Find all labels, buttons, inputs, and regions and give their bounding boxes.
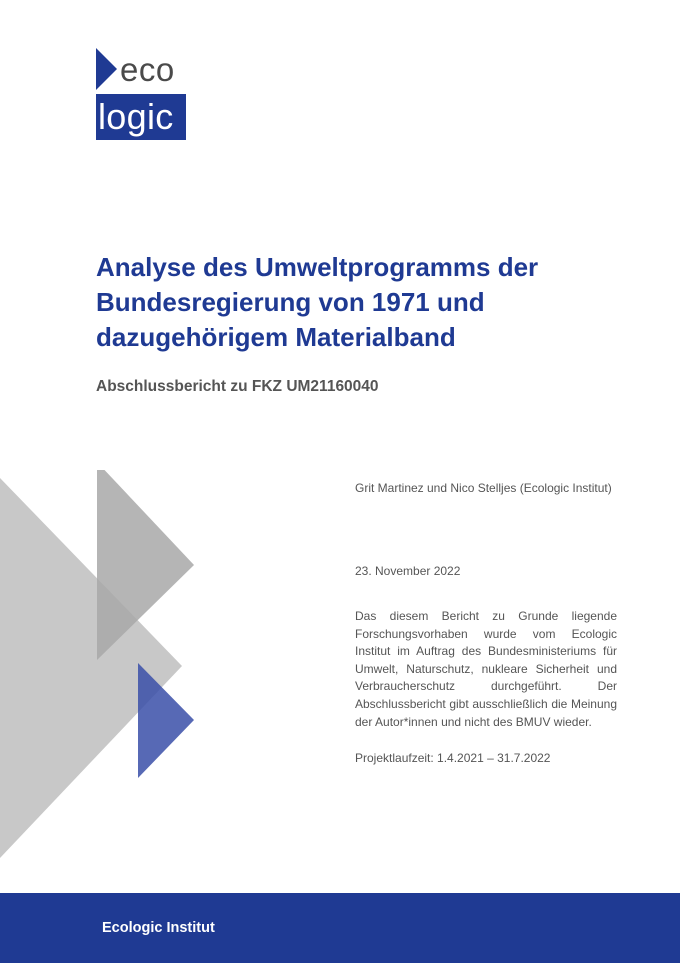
footer-label: Ecologic Institut <box>102 920 215 936</box>
document-subtitle: Abschlussbericht zu FKZ UM21160040 <box>96 378 379 395</box>
authors: Grit Martinez und Nico Stelljes (Ecologic Institut) <box>355 481 612 495</box>
report-date: 23. November 2022 <box>355 564 461 578</box>
document-title: Analyse des Umweltprogramms der Bundesregierung von 1971 und dazugehörigem Materialband <box>96 252 539 352</box>
logo-triangle-icon <box>96 48 117 90</box>
footer-bar <box>0 893 680 963</box>
logo-logic-text: logic <box>98 96 174 137</box>
logo-logic-box <box>96 94 186 140</box>
project-duration: Projektlaufzeit: 1.4.2021 – 31.7.2022 <box>355 751 551 765</box>
decorative-triangles <box>0 470 200 860</box>
disclaimer-text: Das diesem Bericht zu Grunde liegende Forschungsvorhaben wurde vom Ecologic Institut im Auftrag des Bundesministeriums für Umwelt, Naturschutz, nukleare Sicherheit und Verbraucherschutz durchgeführt. Der Abschlussbericht gibt ausschließlich die Meinung der Autor*innen und nicht des BMUV wieder. <box>355 609 617 729</box>
logo-eco-text: eco <box>120 51 175 88</box>
ecologic-logo <box>96 48 188 140</box>
